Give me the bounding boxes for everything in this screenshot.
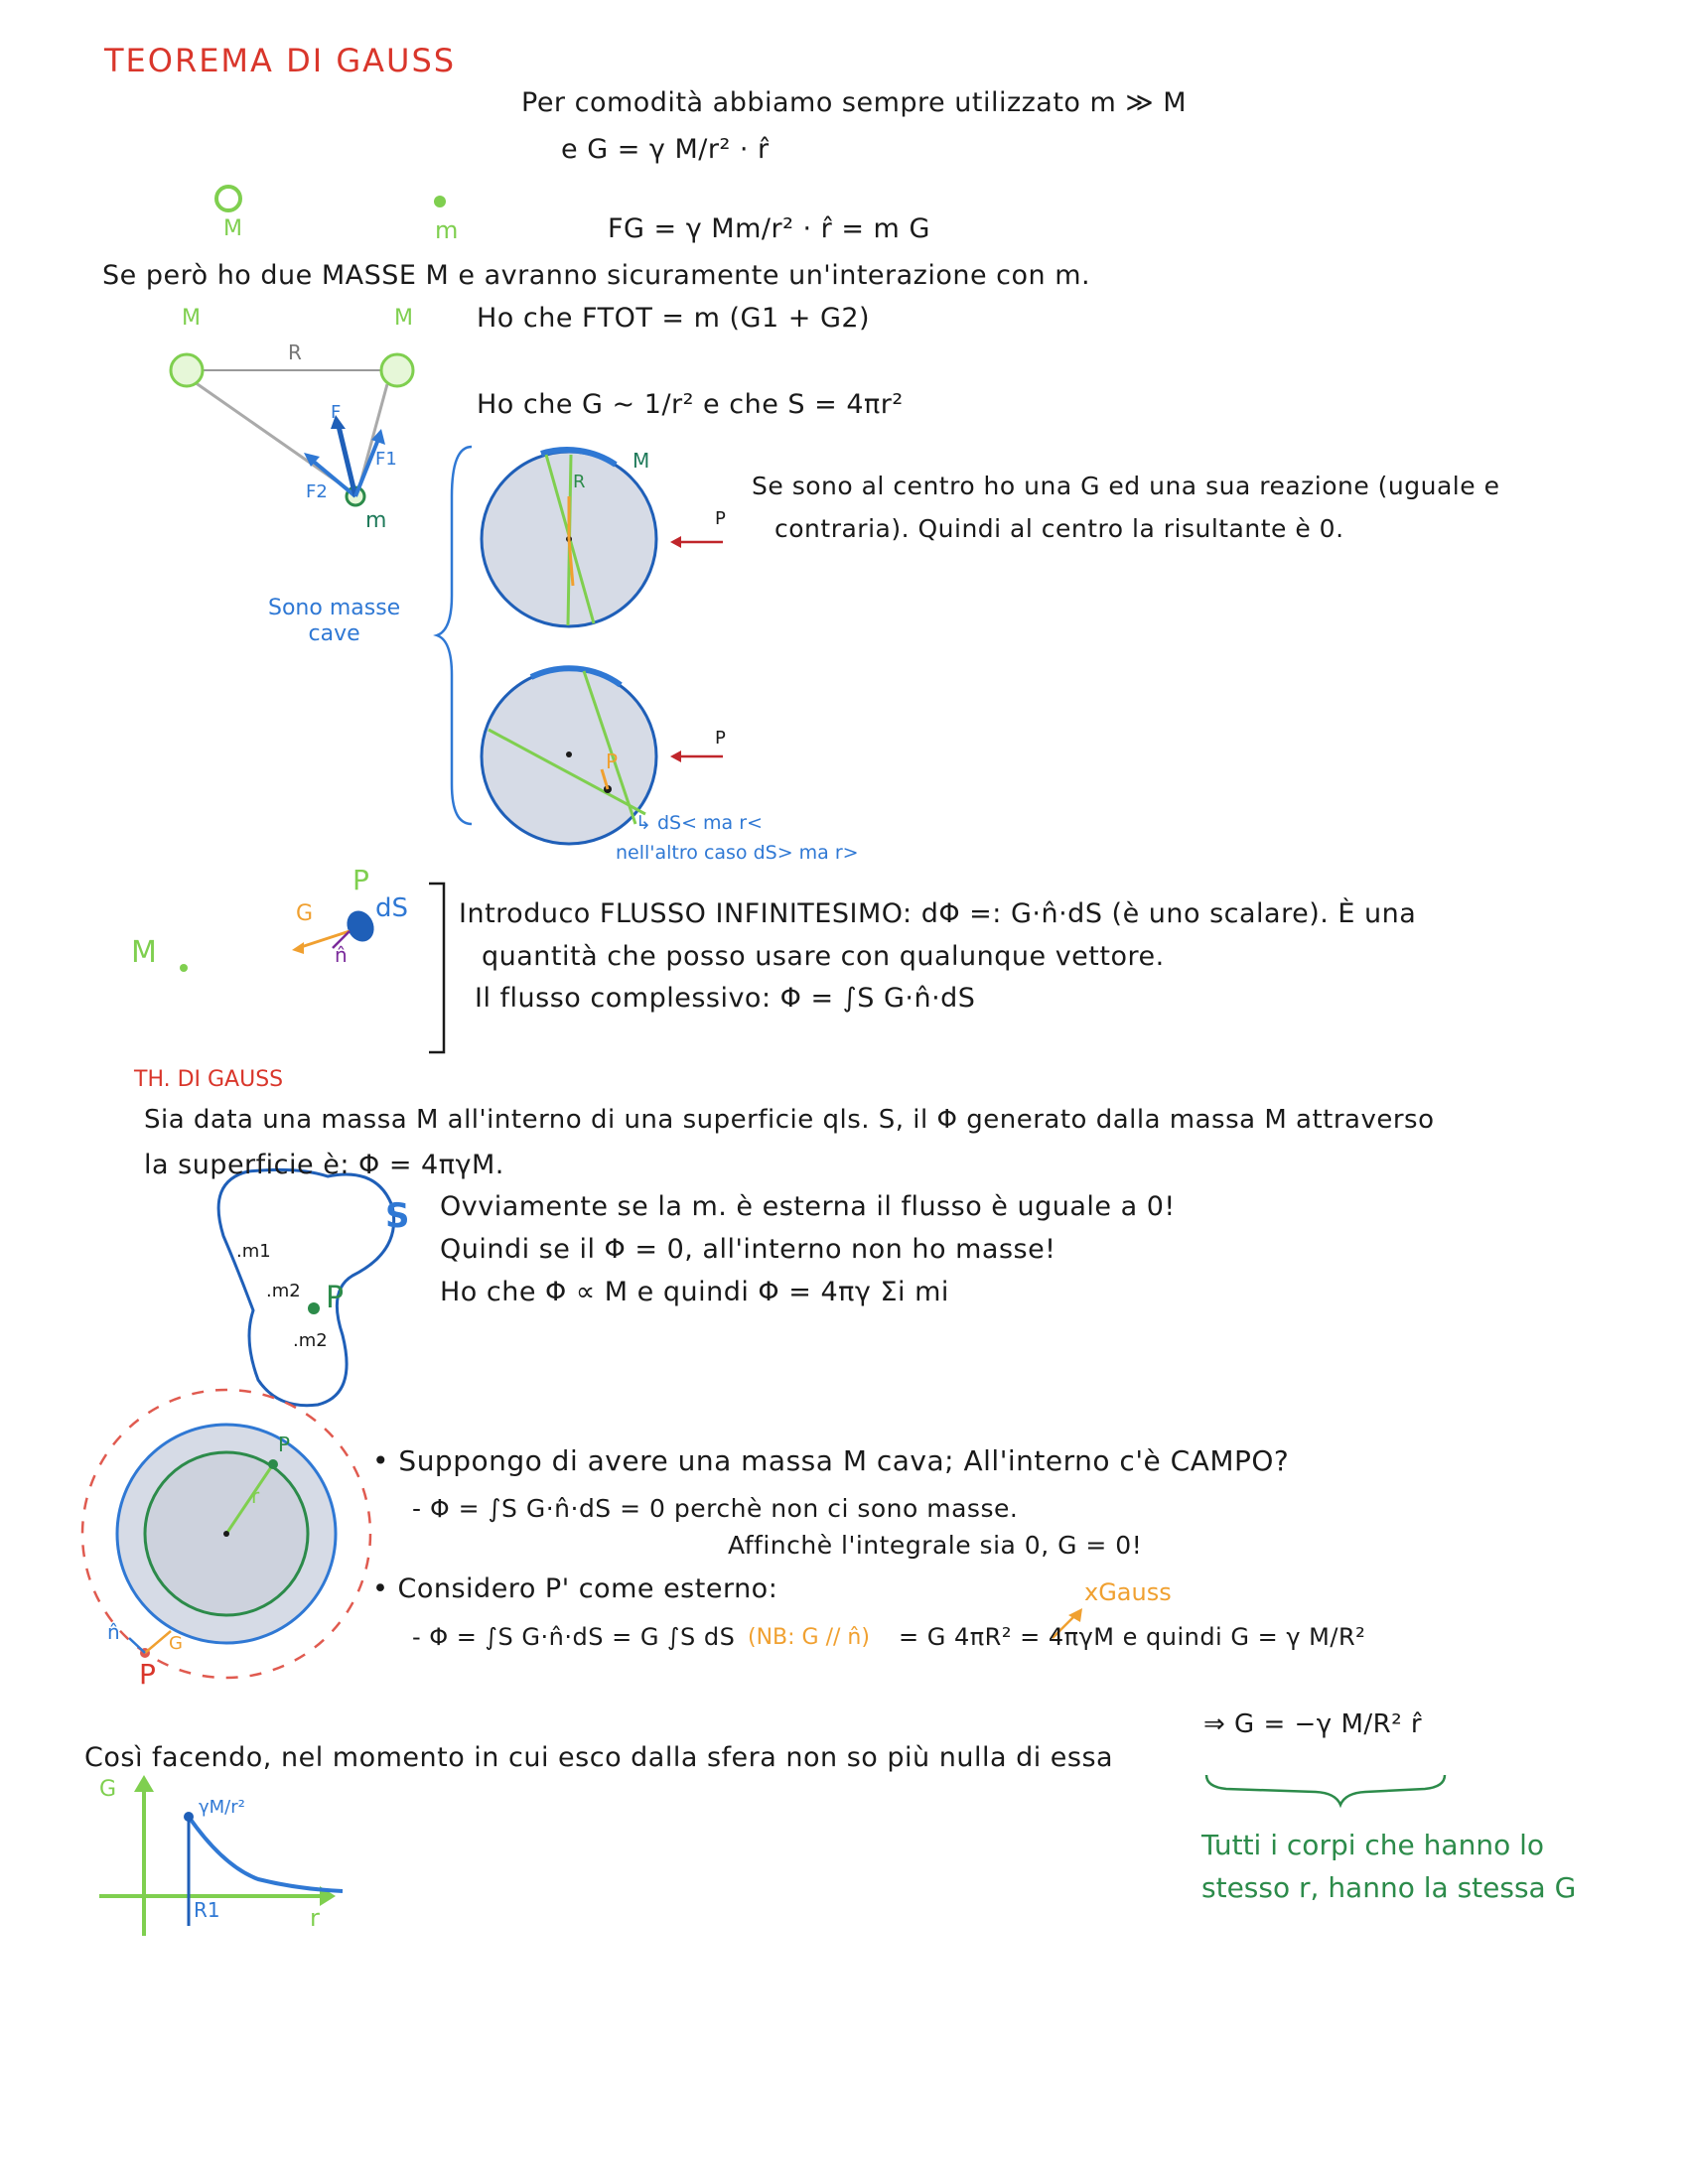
gauss-note: xGauss [1084, 1578, 1172, 1606]
arrow-P2-head [670, 751, 681, 762]
theorem-note-3: Ho che Φ ∝ M e quindi Φ = 4πγ Σi mi [440, 1277, 949, 1307]
hollow-nb: (NB: G // n̂) [748, 1625, 870, 1650]
dS-element [342, 906, 378, 946]
flux-mass-dot [180, 964, 188, 972]
conclusion-sentence: Così facendo, nel momento in cui esco dalla sfera non so più nulla di essa [84, 1742, 1114, 1773]
gauss-label-P: P [326, 1281, 345, 1315]
flux-label-P: P [352, 864, 369, 896]
arrow-P1-head [670, 536, 681, 548]
graph-ylabel: G [99, 1777, 117, 1802]
g-proportionality: Ho che G ∼ 1/r² e che S = 4πr² [477, 389, 904, 420]
flux-label-G: G [296, 901, 314, 926]
theorem-note-2: Quindi se il Φ = 0, all'interno non ho masse! [440, 1234, 1056, 1265]
ext-label-n: n̂ [107, 1620, 120, 1644]
theorem-note-1: Ovviamente se la m. è esterna il flusso è uguale a 0! [440, 1191, 1176, 1222]
theorem-heading: TH. DI GAUSS [134, 1067, 284, 1092]
flux-label-n: n̂ [335, 943, 348, 967]
center-text-1: Se sono al centro ho una G ed una sua reazione (uguale e [752, 472, 1500, 500]
hollow-bullet-1a: - Φ = ∫S G·n̂·dS = 0 perchè non ci sono masse. [412, 1494, 1019, 1523]
ext-label-G: G [169, 1633, 183, 1654]
label-M1: M [182, 306, 201, 331]
mass-label-m2a: .m2 [266, 1281, 301, 1301]
gauss-point-P [308, 1302, 320, 1314]
result-formula: ⇒ G = −γ M/R² r̂ [1203, 1709, 1423, 1739]
surface-label-S: S [385, 1196, 410, 1236]
mass-M2 [381, 354, 413, 386]
center-text-2: contraria). Quindi al centro la risultante è 0. [774, 514, 1344, 543]
intro-line-2: e G = γ M/r² · r̂ [561, 134, 770, 165]
intro-line-1: Per comodità abbiamo sempre utilizzato m ≫ M [521, 87, 1188, 118]
page-title: TEOREMA DI GAUSS [104, 42, 457, 79]
hollow-note: Sono masse cave [268, 596, 401, 646]
label-F1: F1 [375, 449, 397, 470]
sphere-2-center [566, 751, 572, 757]
ext-G-vector [145, 1631, 171, 1653]
theorem-line-2: la superficie è: Φ = 4πγM. [144, 1150, 504, 1180]
hollow-bullet-2a: - Φ = ∫S G·n̂·dS = G ∫S dS [412, 1623, 736, 1651]
label-m-intro: m [435, 216, 459, 244]
ds-note-2: nell'altro caso dS> ma r> [616, 842, 859, 864]
hollow-bullet-2 [372, 1573, 777, 1604]
conclusion-bodies-1: Tutti i corpi che hanno lo [1201, 1829, 1545, 1861]
sphere-label-M: M [633, 449, 650, 473]
label-F: F [331, 402, 342, 423]
sphere-label-R: R [573, 472, 586, 492]
gauss-surface [218, 1169, 394, 1405]
sphere-label-P1: P [715, 508, 726, 529]
label-F2: F2 [306, 481, 328, 502]
flux-bracket [429, 884, 444, 1052]
two-masses-sentence: Se però ho due MASSE M e avranno sicuramente un'interazione con m. [102, 260, 1091, 291]
ext-label-P: P [139, 1658, 156, 1691]
graph-tick-R1: R1 [194, 1898, 220, 1922]
intro-force: FG = γ Mm/r² · r̂ = m G [608, 213, 930, 244]
graph-point-label: γM/r² [199, 1797, 245, 1818]
mass-label-m2b: .m2 [293, 1330, 328, 1351]
flux-label-dS: dS [375, 893, 409, 923]
result-underbrace [1206, 1775, 1445, 1805]
ds-note-1: ↳ dS< ma r< [635, 812, 763, 834]
label-M-intro: M [223, 216, 242, 241]
hollow-label-r: r [251, 1484, 260, 1508]
ftot-formula: Ho che FTOT = m (G1 + G2) [477, 303, 871, 334]
hollow-bullet-2b: = G 4πR² = 4πγM e quindi G = γ M/R² [899, 1623, 1366, 1651]
hollow-point-P [268, 1459, 278, 1469]
mass-label-m1: .m1 [236, 1241, 271, 1262]
brace [437, 447, 472, 824]
hollow-bullet-1b: Affinchè l'integrale sia 0, G = 0! [728, 1531, 1143, 1560]
flux-line-3: Il flusso complessivo: Φ = ∫S G·n̂·dS [475, 983, 976, 1014]
sphere-label-P2: P [606, 750, 619, 773]
hollow-bullet-2-text: • Considero P' come esterno: [372, 1573, 778, 1604]
G-vector-head [292, 942, 304, 954]
hollow-label-P: P [278, 1433, 291, 1456]
ext-n-vector [129, 1638, 145, 1653]
mass-M-symbol [216, 187, 240, 210]
hollow-center [223, 1531, 229, 1537]
flux-label-M: M [131, 935, 157, 970]
graph-xlabel: r [310, 1904, 320, 1932]
label-M2: M [394, 306, 413, 331]
graph-point [184, 1812, 194, 1822]
hollow-bullet-1: • Suppongo di avere una massa M cava; All'interno c'è CAMPO? [372, 1444, 1290, 1477]
mass-m-symbol [434, 196, 446, 207]
graph-y-arrow [134, 1775, 154, 1792]
label-R-distance: R [288, 341, 302, 364]
sphere-label-P3: P [715, 728, 726, 749]
graph-curve [189, 1817, 343, 1891]
mass-M1 [171, 354, 203, 386]
label-m-small: m [365, 508, 387, 533]
flux-line-2: quantità che posso usare con qualunque vettore. [482, 941, 1165, 972]
theorem-line-1: Sia data una massa M all'interno di una superficie qls. S, il Φ generato dalla massa M attraverso [144, 1105, 1435, 1135]
conclusion-bodies-2: stesso r, hanno la stessa G [1201, 1871, 1577, 1904]
flux-line-1: Introduco FLUSSO INFINITESIMO: dΦ =: G·n̂·dS (è uno scalare). È una [459, 898, 1417, 929]
